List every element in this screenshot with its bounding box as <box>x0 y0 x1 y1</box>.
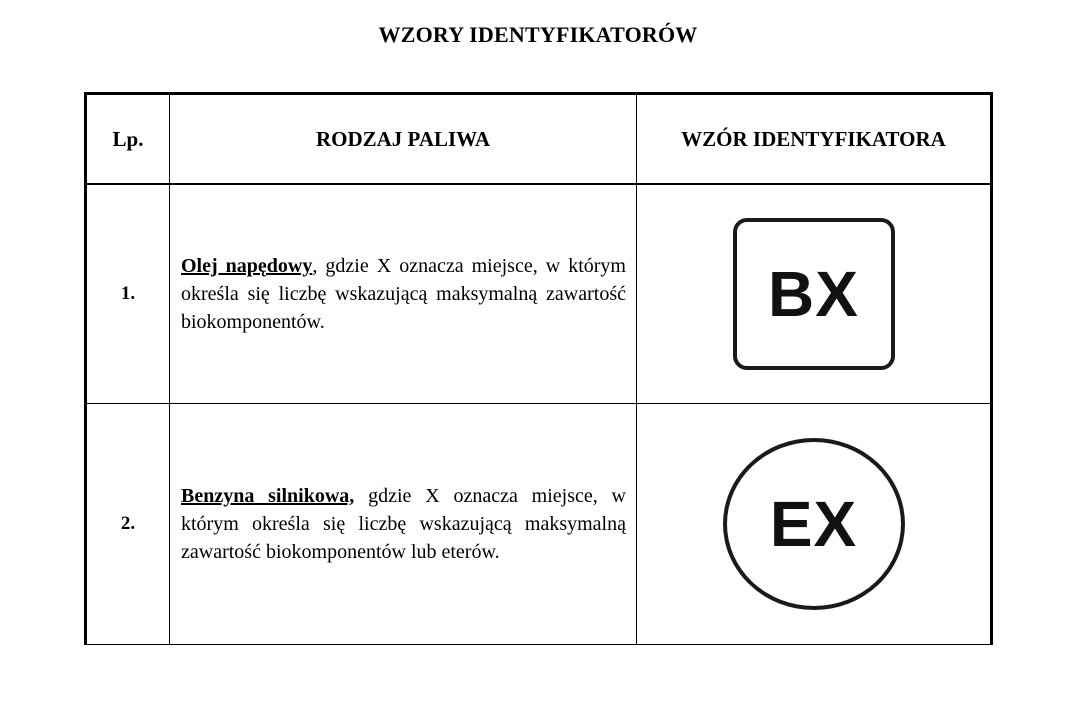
table-header-row <box>86 94 992 185</box>
identifier-cell <box>637 184 992 404</box>
row-number: 2. <box>86 404 170 645</box>
header-fuel-type: RODZAJ PALIWA <box>170 94 637 185</box>
header-lp: Lp. <box>86 94 170 185</box>
fuel-description <box>181 482 626 566</box>
row-number: 1. <box>86 184 170 404</box>
bx-identifier-badge: BX <box>733 218 895 370</box>
fuel-description-text: , gdzie X oznacza miejsce, w którym określa się liczbę wskazującą maksymalną zawartość biokomponentów. <box>181 255 626 333</box>
identifier-table <box>84 92 993 645</box>
fuel-name: Olej napędowy <box>181 255 313 277</box>
page-title: WZORY IDENTYFIKATORÓW <box>378 22 698 47</box>
fuel-description <box>181 252 626 336</box>
fuel-description-text: gdzie X oznacza miejsce, w którym określa się liczbę wskazującą maksymalną zawartość biokomponentów lub eterów. <box>181 485 626 563</box>
ex-identifier-badge: EX <box>723 438 905 610</box>
identifier-cell <box>637 404 992 645</box>
fuel-description-cell <box>170 184 637 404</box>
fuel-name: Benzyna silnikowa, <box>181 485 355 507</box>
table-row <box>86 184 992 404</box>
header-identifier-pattern: WZÓR IDENTYFIKATORA <box>637 94 992 185</box>
fuel-description-cell <box>170 404 637 645</box>
table-row <box>86 404 992 645</box>
